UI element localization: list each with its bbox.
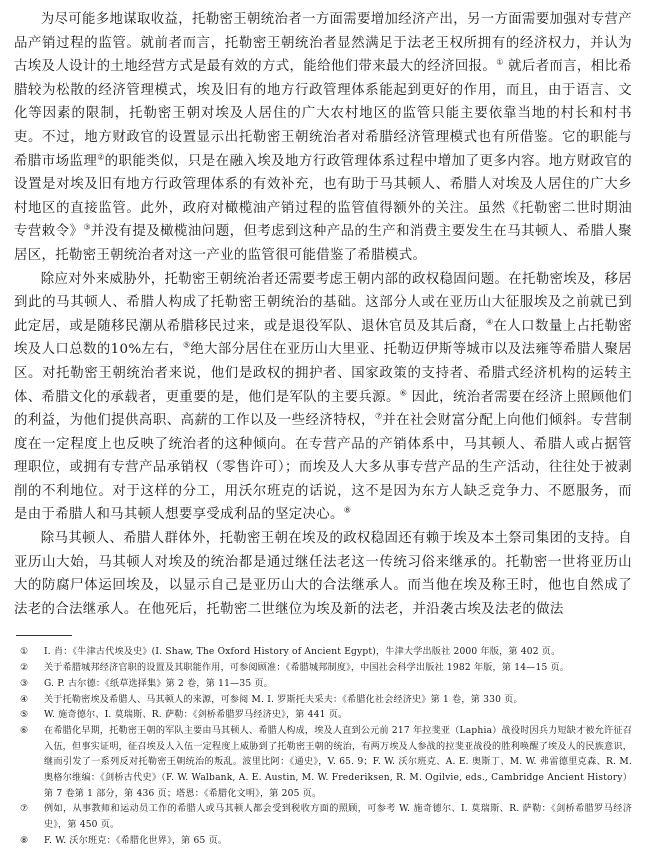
footnote-text: W. 施奇德尔、I. 莫瑞斯、R. 萨勒：《剑桥希腊罗马经济史》，第 441 页。 <box>44 710 348 721</box>
footnote <box>14 724 632 803</box>
footnote <box>14 802 632 833</box>
footnote-mark: ⑤ <box>20 710 29 721</box>
paragraph <box>14 268 632 528</box>
footnote-text: 关于希腊城邦经济官职的设置及其职能作用，可参阅顾准：《希腊城邦制度》，中国社会科学出版社 1982 年版，第 14—15 页。 <box>44 663 570 674</box>
body-text <box>14 8 632 621</box>
footnote-mark: ⑥ <box>20 725 29 736</box>
footnote-ref[interactable]: ④ <box>486 317 494 327</box>
footnote-text: G. P. 古尔德：《纸草选择集》第 2 卷，第 11—35 页。 <box>44 678 274 689</box>
footnote-ref[interactable]: ③ <box>83 222 91 232</box>
footnote-ref[interactable]: ⑦ <box>374 411 383 421</box>
footnote-text: 关于托勒密埃及希腊人、马其顿人的来源，可参阅 M. I. 罗斯托夫采夫：《希腊化社会经济史》第 1 卷，第 330 页。 <box>44 694 523 705</box>
footnote-ref[interactable]: ⑤ <box>182 340 191 350</box>
paragraph-text: 除马其顿人、希腊人群体外，托勒密王朝在埃及的政权稳固还有赖于埃及本土祭司集团的支持。自亚历山大始，马其顿人对埃及的统治都是通过继任法老这一传统习俗来继承的。托勒密一世将亚历山大的防腐尸体运回埃及，以显示自己是亚历山大的合法继承人。而当他在埃及称王时，他也自然成了法老的合法继承人。在他死后，托勒密二世继位为埃及新的法老，并沿袭古埃及法老的做法 <box>14 531 632 617</box>
paragraph-text: 并在社会财富分配上向他们倾斜。专营制度在一定程度上也反映了统治者的这种倾向。在专营产品的产销体系中，马其顿人、希腊人或占据管理职位，或拥有专营产品承销权（零售许可）；而埃及人大多从事专营产品的生产活动，往往处于被剥削的不利地位。对于这样的分工，用沃尔班克的话说，这不是因为东方人缺乏竞争力、不愿服务，而是由于希腊人和马其顿人想要享受成利品的坚定决心。 <box>14 413 632 523</box>
footnote-mark: ② <box>20 663 29 674</box>
paragraph-text: 在人口数量上占托勒密埃及人口总数的10%左右， <box>14 318 633 358</box>
paragraph-text: 并没有提及橄榄油问题，但考虑到这种产品的生产和消费主要发生在马其顿人、希腊人聚居区，托勒密王朝统治者对这一产业的监管很可能借鉴了希腊模式。 <box>14 224 633 263</box>
footnote <box>14 661 632 677</box>
footnote-text: 例如，从事教师和运动员工作的希腊人或马其顿人都会受到税收方面的照顾，可参考 W. 施奇德尔、I. 莫瑞斯、R. 萨勒：《剑桥希腊罗马经济史》，第 450 页。 <box>44 804 632 831</box>
paragraph-text: 除应对外来威胁外，托勒密王朝统治者还需要考虑王朝内部的政权稳固问题。在托勒密埃及，移居到此的马其顿人、希腊人构成了托勒密王朝统治的基础。这部分人或在亚历山大征服埃及之前就已到此定居，或是随移民潮从希腊移民过来，或是退役军队、退休官员及其后裔， <box>14 271 632 334</box>
footnote <box>14 708 632 724</box>
footnote-mark: ⑧ <box>20 835 29 846</box>
footnote <box>14 645 632 661</box>
footnote-ref[interactable]: ① <box>496 57 504 67</box>
footnote-mark: ① <box>20 647 29 658</box>
paragraph <box>14 527 632 621</box>
footnote <box>14 677 632 693</box>
paragraph <box>14 8 632 268</box>
footnote-ref[interactable]: ② <box>97 152 105 162</box>
paragraph-text: 绝大部分居住在亚历山大里亚、托勒迈伊斯等城市以及法雍等希腊人聚居区。对托勒密王朝统治者来说，他们是政权的拥护者、国家政策的支持者、希腊式经济机构的运转主体、希腊文化的承载者，更重要的是，他们是军队的主要兵源。 <box>14 342 633 405</box>
footnote-text: 在希腊化早期，托勒密王朝的军队主要由马其顿人、希腊人构成，埃及人直到公元前 217 年拉斐亚（Laphia）战役时因兵力短缺才被允许征召入伍，但事实证明，征召埃及人入伍一定程度上威胁到了托勒密王朝的统治，有两万埃及人参战的拉斐亚战役的胜利唤醒了埃及人的民族意识，继而引发了一系列反对托勒密王朝统治的叛乱。波里比阿：《通史》，V. 65. 9；F. W. 沃尔班克、A. E. 奥斯丁、M. W. 弗雷德里克森、R. M. 奥格尔维编：《剑桥古代史》（F. W. Walbank, A. E. Austin, M. W. Frederiksen, R. M. Ogilvie, eds., Cambridge Ancient History）第 7 卷第 1 部分，第 436 页；塔恩：《希腊化文明》，第 205 页。 <box>44 725 632 799</box>
footnote-text: F. W. 沃尔班克：《希腊化世界》，第 65 页。 <box>44 835 228 846</box>
paragraph-text: 就后者而言，相比希腊较为松散的经济管理模式，埃及旧有的地方行政管理体系能起到更好的作用，而且，由于语言、文化等因素的限制，托勒密王朝对埃及人居住的广大农村地区的监管只能主要依靠当地的村长和村书吏。不过，地方财政官的设置显示出托勒密王朝统治者对希腊经济管理模式也有所借鉴。它的职能与希腊市场监理 <box>14 59 633 169</box>
footnote-text: I. 肖：《牛津古代埃及史》(I. Shaw, The Oxford History of Ancient Egypt)，牛津大学出版社 2000 年版，第 402 页。 <box>44 647 561 658</box>
footnote <box>14 834 632 850</box>
paragraph-text: 的职能类似，只是在融入埃及地方行政管理体系过程中增加了更多内容。地方财政官的设置是对埃及旧有地方行政管理体系的有效补充，也有助于马其顿人、希腊人对埃及人居住的广大乡村地区的直接监管。此外，政府对橄榄油产销过程的监管值得额外的关注。虽然《托勒密二世时期油专营敕令》 <box>14 153 633 240</box>
paragraph-text: 因此，统治者需要在经济上照顾他们的利益，为他们提供高职、高薪的工作以及一些经济特权， <box>14 389 632 429</box>
footnote-list <box>14 645 632 849</box>
footnote-ref[interactable]: ⑧ <box>343 506 351 515</box>
footnote-separator <box>16 635 72 636</box>
footnote-mark: ③ <box>20 678 29 689</box>
footnote-ref[interactable]: ⑥ <box>399 388 407 398</box>
footnote <box>14 693 632 709</box>
paragraph-text: 为尽可能多地谋取收益，托勒密王朝统治者一方面需要增加经济产出，另一方面需要加强对专营产品产销过程的监管。就前者而言，托勒密王朝统治者显然满足于法老王权所拥有的经济权力，并认为古埃及人设计的土地经营方式是最有效的方式，能给他们带来最大的经济回报。 <box>14 12 632 75</box>
footnote-mark: ⑦ <box>20 804 29 815</box>
footnote-mark: ④ <box>20 694 29 705</box>
